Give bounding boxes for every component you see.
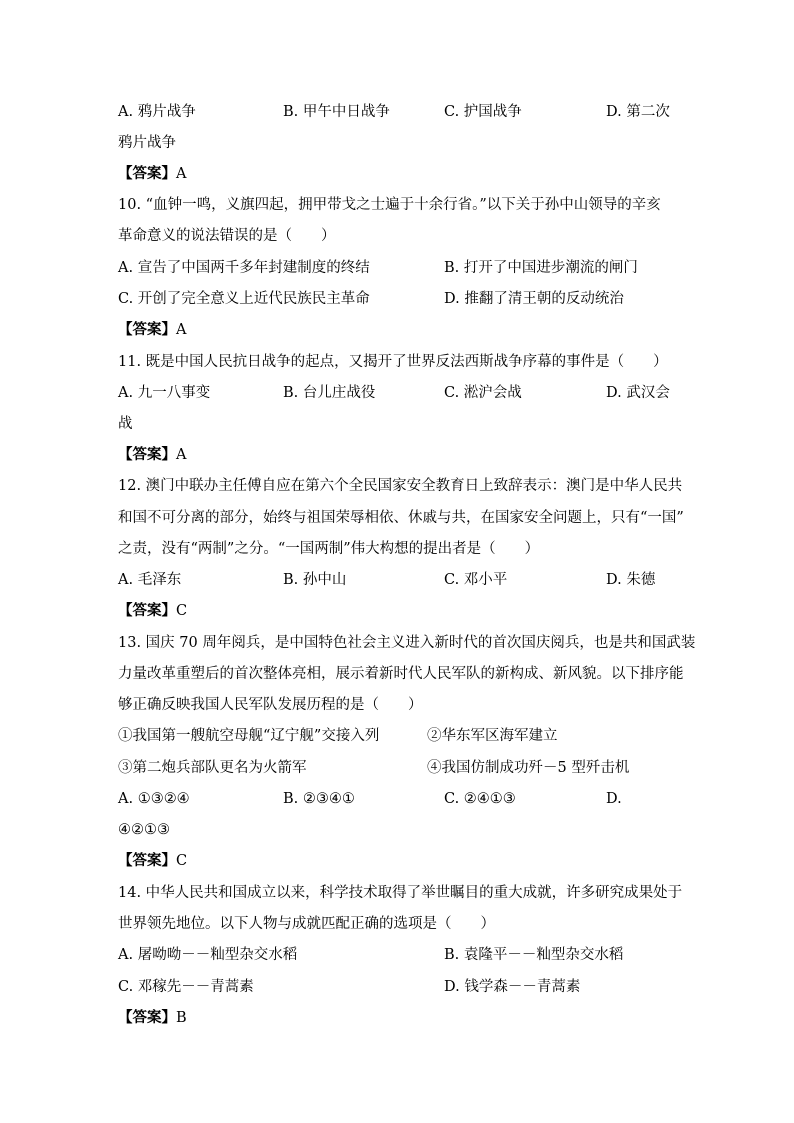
q13-item-1: ①我国第一艘航空母舰“辽宁舰”交接入列 (118, 728, 380, 744)
q10-option-a: A. 宣告了中国两千多年封建制度的终结 (118, 260, 370, 276)
q14-option-d: D. 钱学森－－青蒿素 (444, 979, 581, 995)
q11-option-c: C. 淞沪会战 (444, 385, 522, 401)
q9-option-d: D. 第二次 (606, 104, 670, 120)
q13-stem-line3: 够正确反映我国人民军队发展历程的是（ ） (118, 697, 423, 713)
q12-option-a: A. 毛泽东 (118, 572, 182, 588)
q9-option-c: C. 护国战争 (444, 104, 522, 120)
q10-option-b: B. 打开了中国进步潮流的闸门 (444, 260, 638, 276)
answer-value: B (176, 1010, 187, 1026)
q11-option-a: A. 九一八事变 (118, 385, 211, 401)
answer-label: 【答案】 (118, 165, 176, 182)
answer-label: 【答案】 (118, 321, 176, 338)
q12-stem-line2: 和国不可分离的部分，始终与祖国荣辱相依、休戚与共，在国家安全问题上，只有“一国” (118, 510, 684, 526)
q13-option-c: C. ②④①③ (444, 791, 516, 807)
q11-option-wrap: 战 (118, 416, 133, 432)
answer-label: 【答案】 (118, 602, 176, 619)
q13-item-2: ②华东军区海军建立 (427, 728, 558, 744)
q13-option-wrap: ④②①③ (118, 822, 170, 838)
q14-stem-line1: 14. 中华人民共和国成立以来，科学技术取得了举世瞩目的重大成就，许多研究成果处于 (118, 885, 683, 901)
answer-label: 【答案】 (118, 852, 176, 869)
q12-option-d: D. 朱德 (606, 572, 656, 588)
q9-option-wrap: 鸦片战争 (118, 135, 176, 151)
q13-answer (118, 851, 187, 871)
answer-value: A (176, 322, 187, 338)
q11-option-b: B. 台儿庄战役 (283, 385, 376, 401)
q11-answer (118, 445, 186, 465)
q13-option-a: A. ①③②④ (118, 791, 190, 807)
q9-option-b: B. 甲午中日战争 (283, 104, 390, 120)
q14-option-c: C. 邓稼先－－青蒿素 (118, 979, 254, 995)
q10-stem-line1: 10. “血钟一鸣，义旗四起，拥甲带戈之士遍于十余行省。”以下关于孙中山领导的辛亥 (118, 197, 661, 213)
q11-option-d: D. 武汉会 (606, 385, 670, 401)
answer-value: A (176, 447, 187, 463)
q10-answer (118, 320, 186, 340)
q11-stem-line1: 11. 既是中国人民抗日战争的起点，又揭开了世界反法西斯战争序幕的事件是（ ） (118, 354, 668, 370)
q9-option-a: A. 鸦片战争 (118, 104, 196, 120)
q10-option-c: C. 开创了完全意义上近代民族民主革命 (118, 291, 370, 307)
q14-stem-line2: 世界领先地位。以下人物与成就匹配正确的选项是（ ） (118, 916, 495, 932)
answer-value: C (176, 603, 188, 619)
q13-stem-line1: 13. 国庆 70 周年阅兵，是中国特色社会主义进入新时代的首次国庆阅兵，也是共和国武装 (118, 635, 696, 651)
q12-option-c: C. 邓小平 (444, 572, 508, 588)
q13-stem-line2: 力量改革重塑后的首次整体亮相，展示着新时代人民军队的新构成、新风貌。以下排序能 (118, 666, 684, 682)
q14-option-a: A. 屠呦呦－－籼型杂交水稻 (118, 947, 298, 963)
q10-option-d: D. 推翻了清王朝的反动统治 (444, 291, 624, 307)
answer-label: 【答案】 (118, 446, 176, 463)
answer-value: A (176, 166, 187, 182)
q14-option-b: B. 袁隆平－－籼型杂交水稻 (444, 947, 624, 963)
q13-item-4: ④我国仿制成功歼－5 型歼击机 (427, 760, 630, 776)
q10-stem-line2: 革命意义的说法错误的是（ ） (118, 228, 336, 244)
answer-label: 【答案】 (118, 1009, 176, 1026)
q9-answer (118, 164, 186, 184)
q12-stem-line3: 之责，没有“两制”之分。“一国两制”伟大构想的提出者是（ ） (118, 541, 540, 557)
q12-stem-line1: 12. 澳门中联办主任傅自应在第六个全民国家安全教育日上致辞表示：澳门是中华人民共 (118, 478, 683, 494)
q13-option-b: B. ②③④① (283, 791, 355, 807)
q13-option-d: D. (606, 791, 622, 807)
q12-answer (118, 601, 187, 621)
q14-answer (118, 1008, 187, 1028)
q13-item-3: ③第二炮兵部队更名为火箭军 (118, 760, 307, 776)
answer-value: C (176, 853, 188, 869)
q12-option-b: B. 孙中山 (283, 572, 347, 588)
